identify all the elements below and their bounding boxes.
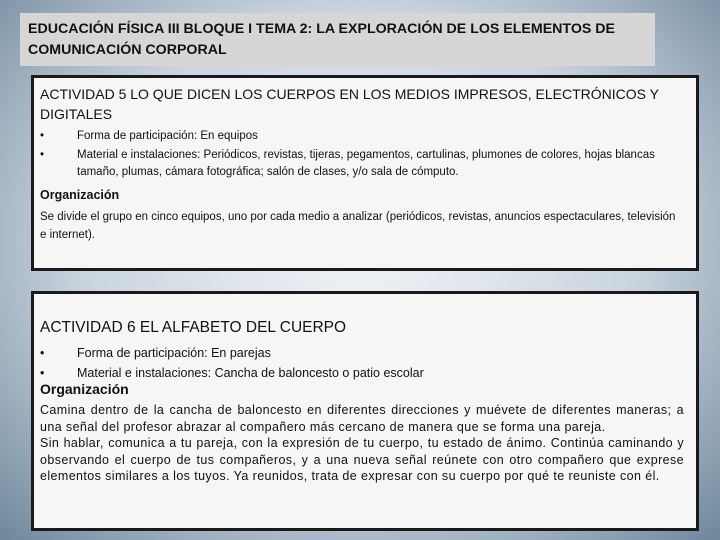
bullet-item <box>34 363 696 383</box>
activity-6-title: ACTIVIDAD 6 EL ALFABETO DEL CUERPO <box>40 319 347 336</box>
organization-paragraph: Se divide el grupo en cinco equipos, uno por cada medio a analizar (periódicos, revistas, anuncios espectaculares, televisión e internet). <box>40 211 676 241</box>
activity-5-title: ACTIVIDAD 5 LO QUE DICEN LOS CUERPOS EN LOS MEDIOS IMPRESOS, ELECTRÓNICOS Y DIGITALES <box>40 86 659 122</box>
bullet-item <box>34 147 696 181</box>
activity-6-card <box>31 291 699 531</box>
bullet-dot: • <box>40 130 45 142</box>
bullet-text: Material e instalaciones: Periódicos, revistas, tijeras, pegamentos, cartulinas, plumones de colores, hojas blancas tamaño, plumas, cámara fotográfica; salón de clases, y/o sala de cómputo. <box>77 149 655 178</box>
activity-5-bullet-list <box>34 128 696 183</box>
activity-5-card <box>31 75 699 271</box>
paragraph-text: Sin hablar, comunica a tu pareja, con la expresión de tu cuerpo, tu estado de ánimo. Continúa caminando y observando el cuerpo de tus compañeros, y a una nueva señal reúnete con otro compañero que exprese elementos similares a los tuyos. Ya reunidos, trata de expresar con su cuerpo por qué te reuniste con él. <box>40 436 684 483</box>
organization-heading: Organización <box>40 188 120 202</box>
activity-6-bullet-list <box>34 343 696 383</box>
bullet-text: Forma de participación: En equipos <box>77 130 258 142</box>
slide-title: EDUCACIÓN FÍSICA III BLOQUE I TEMA 2: LA EXPLORACIÓN DE LOS ELEMENTOS DE COMUNICACIÓN CORPORAL <box>20 13 655 66</box>
organization-paragraph <box>40 402 684 485</box>
bullet-item <box>34 128 696 145</box>
organization-heading: Organización <box>40 381 129 397</box>
bullet-text: Forma de participación: En parejas <box>77 346 271 360</box>
bullet-text: Material e instalaciones: Cancha de baloncesto o patio escolar <box>77 366 424 380</box>
bullet-dot: • <box>40 346 45 360</box>
paragraph-text: Camina dentro de la cancha de baloncesto en diferentes direcciones y muévete de diferentes maneras; a una señal del profesor abrazar al compañero más cercano de manera que se forma una pareja. <box>40 403 684 434</box>
bullet-dot: • <box>40 366 45 380</box>
bullet-item <box>34 343 696 363</box>
bullet-dot: • <box>40 149 45 161</box>
